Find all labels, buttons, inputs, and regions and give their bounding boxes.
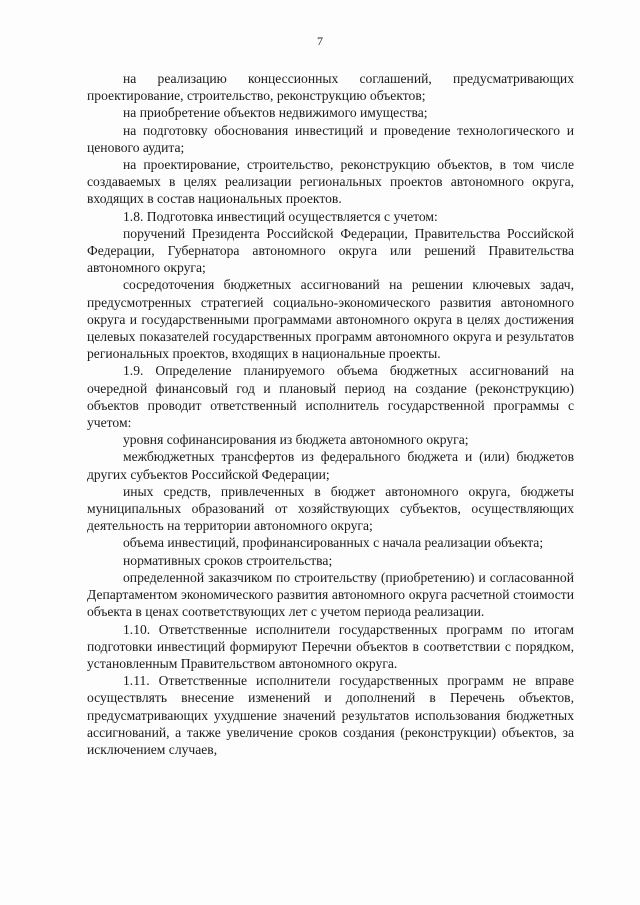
paragraph: иных средств, привлеченных в бюджет автономного округа, бюджеты муниципальных образований от хозяйствующих субъектов, осуществляющих деятельность на территории автономного округа; (87, 483, 574, 534)
paragraph: поручений Президента Российской Федерации, Правительства Российской Федерации, Губернатора автономного округа или решений Правительства автономного округа; (87, 225, 574, 276)
page-number: 7 (317, 34, 323, 48)
document-body (87, 70, 574, 758)
paragraph: на приобретение объектов недвижимого имущества; (123, 105, 428, 121)
paragraph: межбюджетных трансфертов из федерального бюджета и (или) бюджетов других субъектов Российской Федерации; (87, 449, 574, 482)
paragraph: нормативных сроков строительства; (123, 552, 333, 568)
paragraph: 1.9. Определение планируемого объема бюджетных ассигнований на очередной финансовый год и плановый период на создание (реконструкцию) объектов проводит ответственный исполнитель государственной программы с учетом: (87, 363, 574, 431)
paragraph: 1.10. Ответственные исполнители государственных программ по итогам подготовки инвестиций формируют Перечни объектов в соответствии с порядком, установленным Правительством автономного округа. (87, 621, 574, 671)
paragraph: объема инвестиций, профинансированных с начала реализации объекта; (123, 535, 544, 551)
paragraph: на реализацию концессионных соглашений, предусматривающих проектирование, строительство, реконструкцию объектов; (87, 71, 574, 104)
paragraph: уровня софинансирования из бюджета автономного округа; (123, 432, 469, 448)
paragraph: 1.8. Подготовка инвестиций осуществляется с учетом: (123, 208, 438, 224)
paragraph: на проектирование, строительство, реконструкцию объектов, в том числе создаваемых в целях реализации региональных проектов автономного округа, входящих в состав национальных проектов. (87, 157, 574, 207)
paragraph: определенной заказчиком по строительству (приобретению) и согласованной Департаментом экономического развития автономного округа расчетной стоимости объекта в ценах соответствующих лет с учетом периода реализации. (87, 569, 574, 620)
paragraph: 1.11. Ответственные исполнители государственных программ не вправе осуществлять внесение изменений и дополнений в Перечень объектов, предусматривающих ухудшение значений результатов использования бюджетных ассигнований, а также увеличение сроков создания (реконструкции) объектов, за исключением случаев, (87, 673, 574, 757)
paragraph: сосредоточения бюджетных ассигнований на решении ключевых задач, предусмотренных стратегией социально-экономического развития автономного округа и государственными программами автономного округа в целях достижения целевых показателей государственных программ автономного округа и результатов региональных проектов, входящих в национальные проекты. (87, 277, 574, 362)
paragraph: на подготовку обоснования инвестиций и проведение технологического и ценового аудита; (87, 122, 574, 155)
